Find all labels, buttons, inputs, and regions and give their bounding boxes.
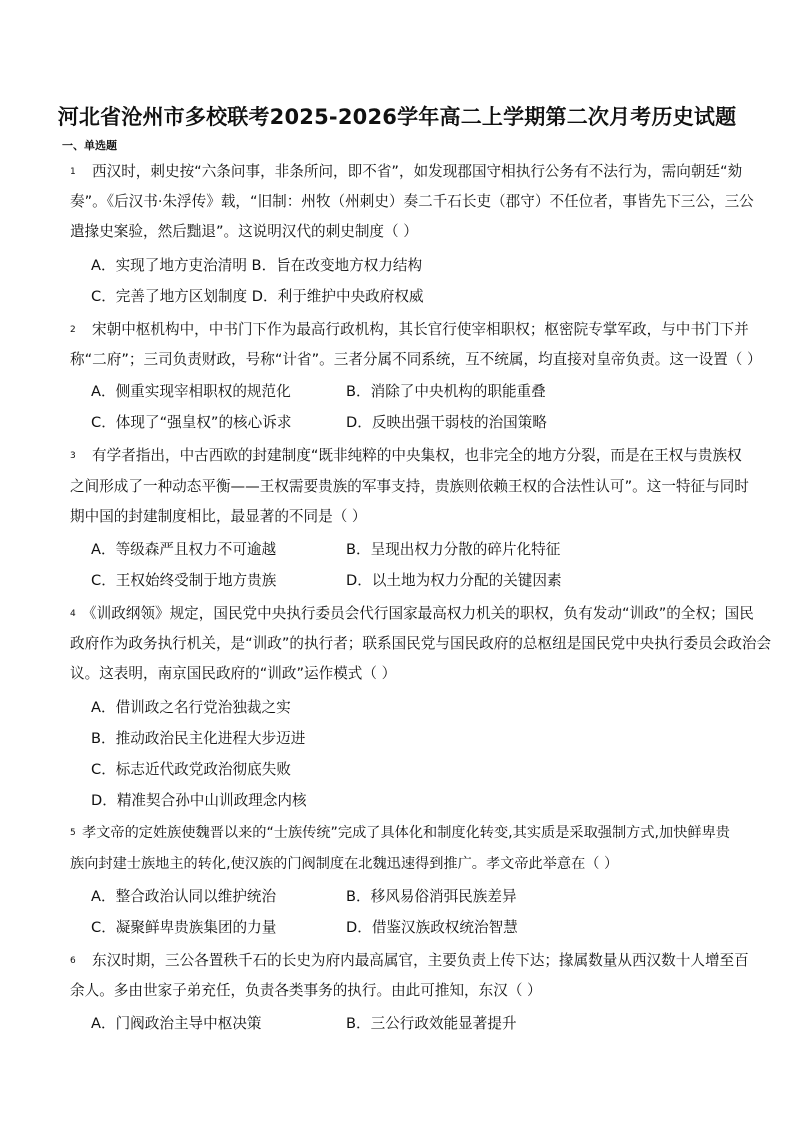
option-b: B．移风易俗消弭民族差异 — [346, 888, 517, 905]
question-text: 奏”。《后汉书·朱浮传》载，“旧制：州牧（州刺史）奏二千石长吏（郡守）不任位者，事皆先下三公，三公 — [70, 193, 754, 210]
option-d: D．借鉴汉族政权统治智慧 — [346, 919, 518, 936]
question-text: 《训政纲领》规定，国民党中央执行委员会代行国家最高权力机关的职权，负有发动“训政”的全权；国民 — [82, 605, 754, 622]
option-a: A．整合政治认同以维护统治 — [91, 888, 277, 905]
question-number: 6 — [70, 956, 76, 966]
question-number: 1 — [70, 167, 76, 177]
question-text: 西汉时，刺史按“六条问事，非条所问，即不省”，如发现郡国守相执行公务有不法行为，需向朝廷“劾 — [92, 163, 743, 180]
exam-title: 河北省沧州市多校联考2025-2026学年高二上学期第二次月考历史试题 — [57, 105, 737, 129]
option-b: B．消除了中央机构的职能重叠 — [346, 383, 546, 400]
option-a: A．借训政之名行党治独裁之实 — [91, 699, 291, 716]
option-c: C．体现了“强皇权”的核心诉求 — [91, 414, 292, 431]
question-text: 族向封建士族地主的转化,使汉族的门阀制度在北魏迅速得到推广。孝文帝此举意在（ ） — [70, 856, 619, 872]
option-b: B．三公行政效能显著提升 — [346, 1015, 517, 1032]
option-a: A．门阀政治主导中枢决策 — [91, 1015, 262, 1032]
option-a: A．等级森严且权力不可逾越 — [91, 541, 277, 558]
question-text: 称“二府”；三司负责财政，号称“计省”。三者分属不同系统，互不统属，均直接对皇帝负责。这一设置（ ） — [70, 351, 762, 368]
option-row: A．实现了地方吏治清明 B．旨在改变地方权力结构 — [91, 257, 423, 274]
question-text: 余人。多由世家子弟充任，负责各类事务的执行。由此可推知，东汉（ ） — [70, 982, 542, 999]
question-number: 3 — [70, 451, 76, 461]
option-d: D．反映出强干弱枝的治国策略 — [346, 414, 547, 431]
option-b: B．呈现出权力分散的碎片化特征 — [346, 541, 561, 558]
question-text: 遣掾史案验，然后黜退”。这说明汉代的刺史制度（ ） — [70, 223, 418, 240]
question-number: 2 — [70, 325, 76, 335]
question-text: 东汉时期，三公各置秩千石的长史为府内最高属官，主要负责上传下达；掾属数量从西汉数十人增至百 — [92, 952, 749, 969]
option-c: C．标志近代政党政治彻底失败 — [91, 761, 291, 778]
question-number: 4 — [70, 609, 76, 619]
option-d: D．以土地为权力分配的关键因素 — [346, 572, 562, 589]
question-number: 5 — [70, 828, 76, 838]
question-text: 政府作为政务执行机关，是“训政”的执行者；联系国民党与国民政府的总枢纽是国民党中央执行委员会政治会 — [70, 635, 772, 652]
option-d: D．精准契合孙中山训政理念内核 — [91, 792, 307, 809]
question-text: 有学者指出，中古西欧的封建制度“既非纯粹的中央集权，也非完全的地方分裂，而是在王权与贵族权 — [92, 447, 742, 464]
option-a: A．侧重实现宰相职权的规范化 — [91, 383, 291, 400]
question-text: 孝文帝的定姓族使魏晋以来的“士族传统”完成了具体化和制度化转变,其实质是采取强制方式,加快鲜卑贵 — [82, 825, 730, 841]
question-text: 议。这表明，南京国民政府的“训政”运作模式（ ） — [70, 665, 397, 682]
option-b: B．推动政治民主化进程大步迈进 — [91, 730, 306, 747]
option-c: C．王权始终受制于地方贵族 — [91, 572, 277, 589]
section-heading: 一、单选题 — [62, 139, 117, 152]
question-text: 期中国的封建制度相比，最显著的不同是（ ） — [70, 508, 367, 525]
question-text: 之间形成了一种动态平衡——王权需要贵族的军事支持，贵族则依赖王权的合法性认可”。这一特征与同时 — [70, 478, 749, 495]
question-text: 宋朝中枢机构中，中书门下作为最高行政机构，其长官行使宰相职权；枢密院专掌军政，与中书门下并 — [92, 321, 749, 338]
option-c: C．凝聚鲜卑贵族集团的力量 — [91, 919, 277, 936]
option-row: C．完善了地方区划制度 D．利于维护中央政府权威 — [91, 288, 424, 305]
